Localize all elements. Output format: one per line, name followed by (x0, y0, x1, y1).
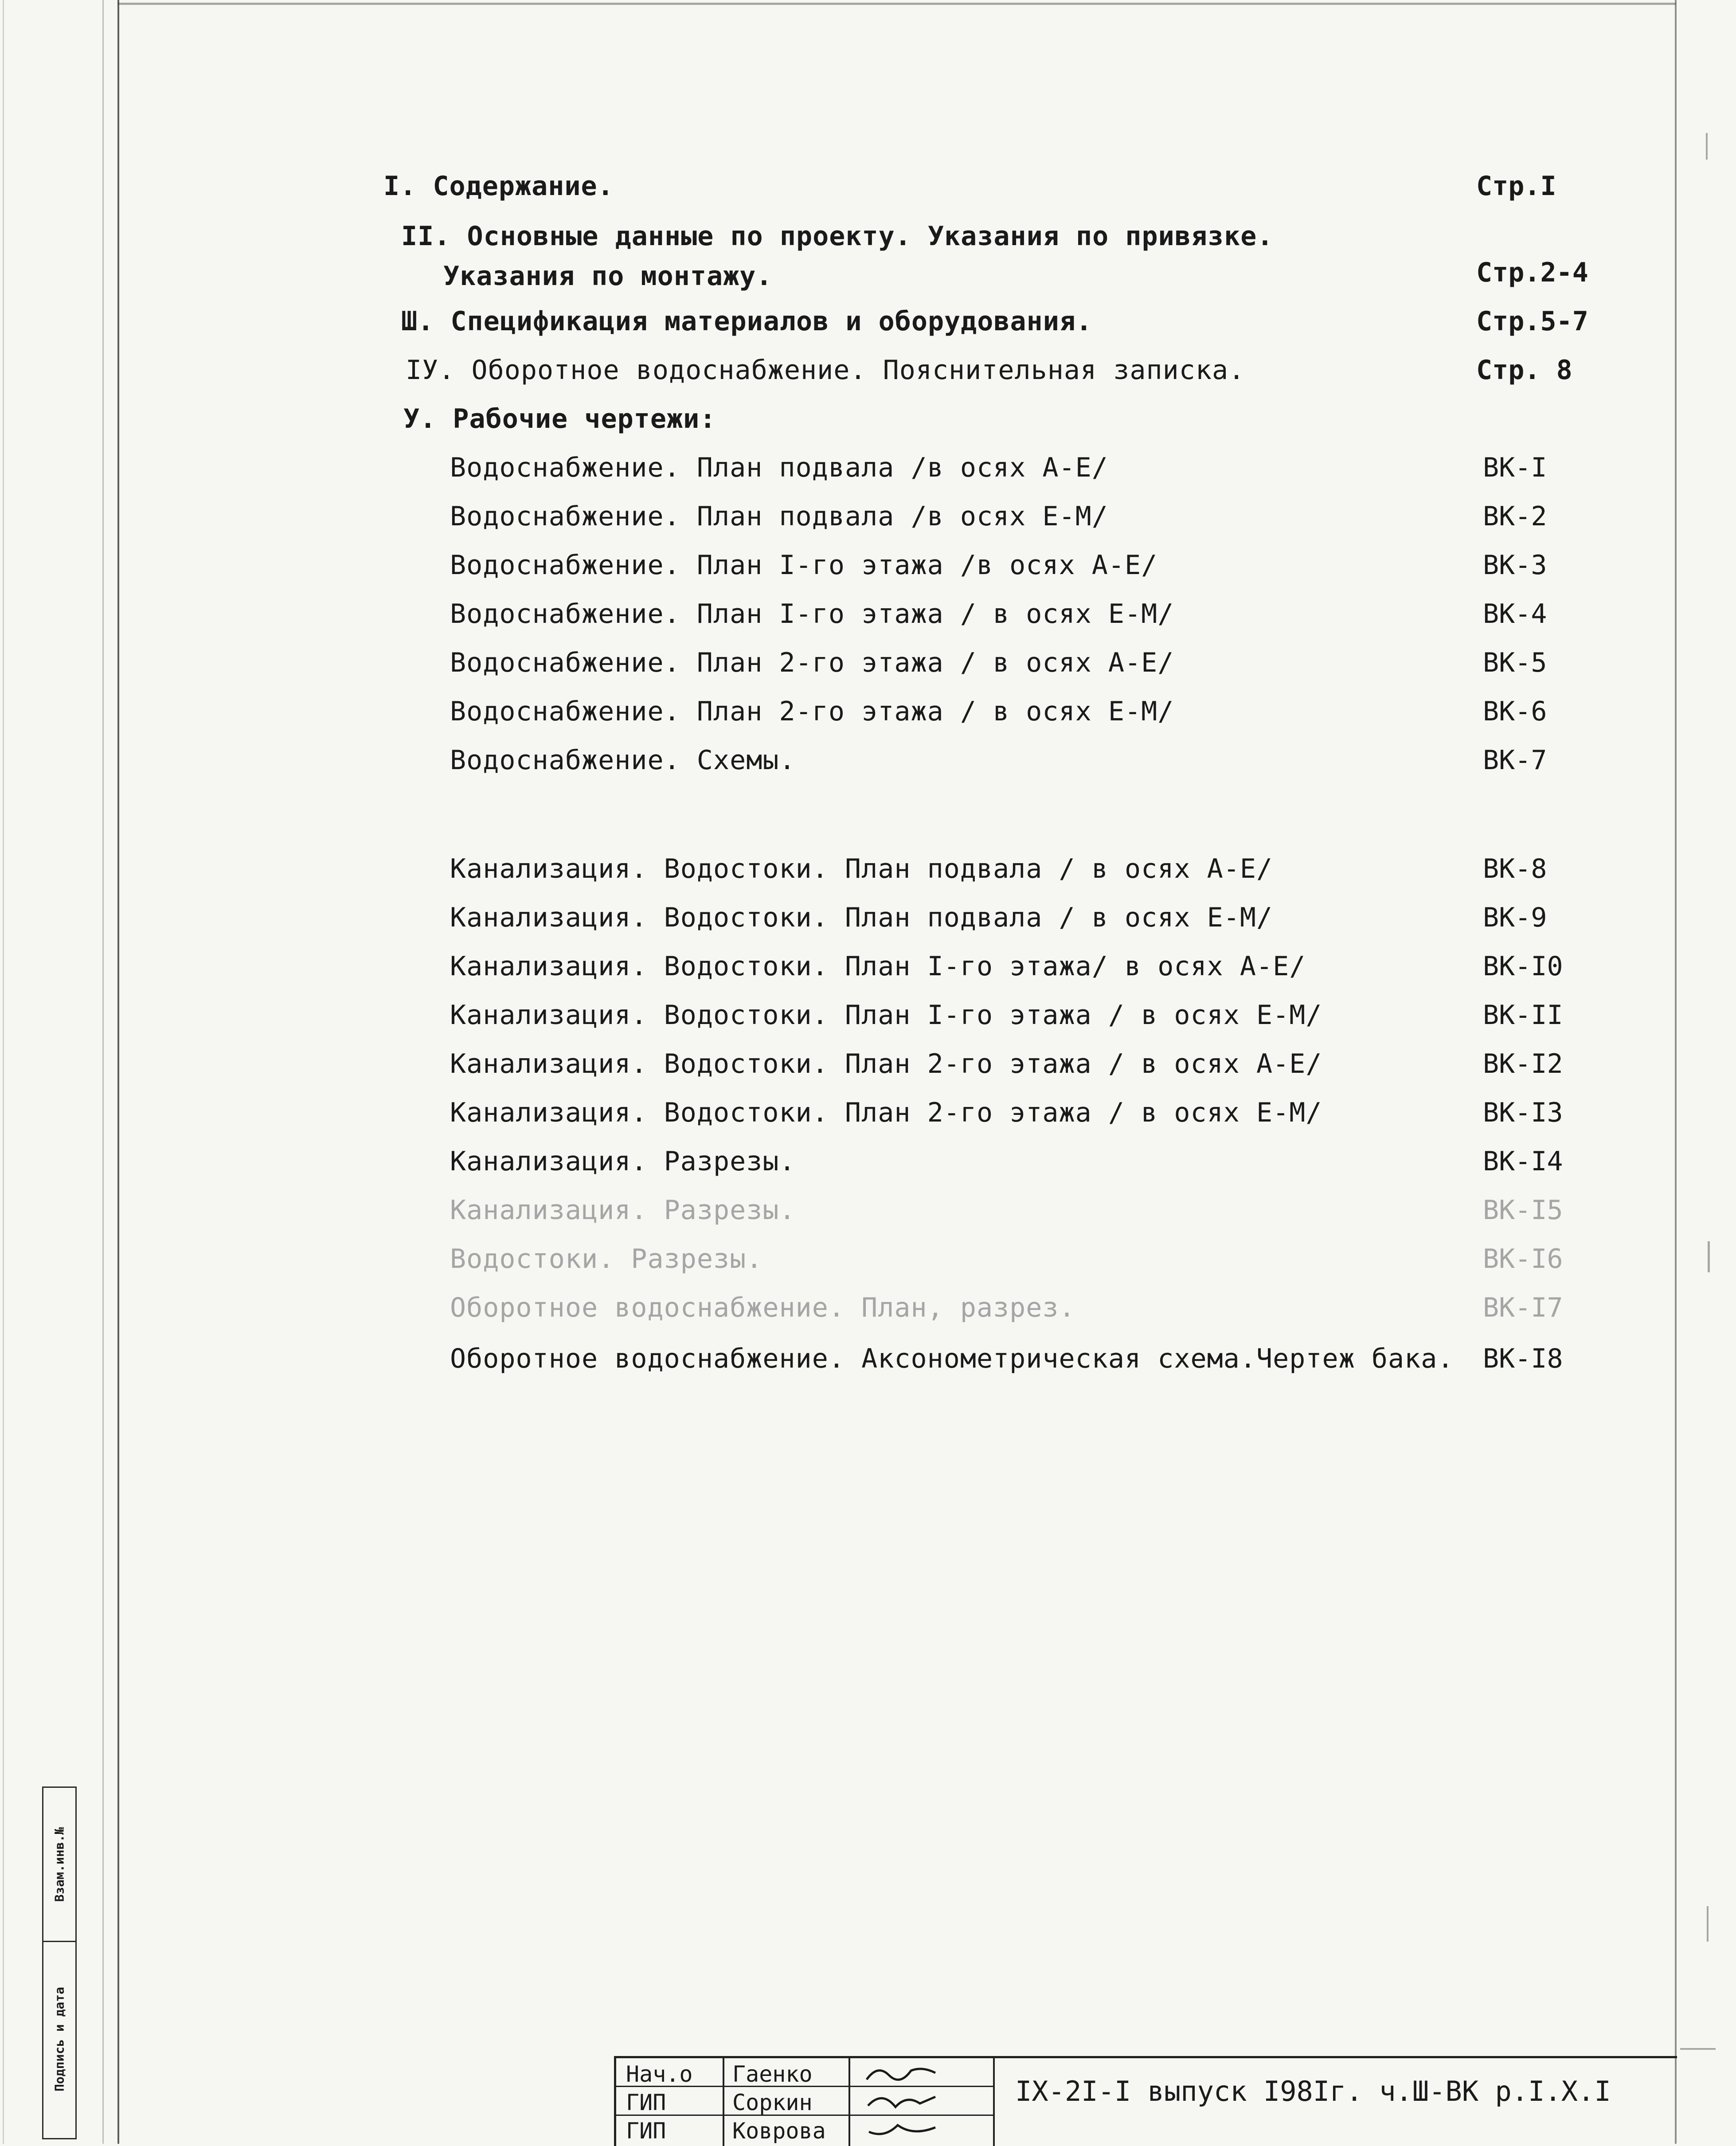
toc-sheet-code: ВК-I (1483, 452, 1547, 483)
toc-sheet-code: ВК-I8 (1483, 1343, 1563, 1374)
toc-item: Водоснабжение. Схемы. (450, 745, 796, 776)
scan-noise (1680, 2048, 1716, 2050)
toc-item-faded: Оборотное водоснабжение. План, разрез. (450, 1292, 1075, 1323)
stamp-cell-signature (43, 1942, 75, 2136)
toc-item: Водоснабжение. План 2-го этажа / в осях А-Е/ (450, 647, 1174, 678)
stamp-label-signature-date: Подпись и дата (52, 1986, 67, 2092)
frame-line-outer-left (102, 0, 104, 2144)
signature-mark (864, 2062, 940, 2084)
tb-name: Соркин (732, 2090, 813, 2115)
scan-edge-line (3, 0, 4, 2144)
signature-mark (864, 2119, 940, 2141)
toc-item: Канализация. Водостоки. План I-го этажа / в осях Е-М/ (450, 1000, 1322, 1031)
tb-role: ГИП (626, 2090, 666, 2115)
left-side-stamp (42, 1786, 77, 2139)
toc-item-faded: Водостоки. Разрезы. (450, 1243, 763, 1274)
toc-title: I. Содержание. (383, 171, 614, 202)
tb-role: Нач.о (626, 2061, 693, 2087)
toc-sheet-code: ВК-I3 (1483, 1097, 1563, 1128)
toc-item: Водоснабжение. План I-го этажа /в осях А-Е/ (450, 550, 1158, 581)
toc-page-ref: Стр.2-4 (1476, 257, 1588, 288)
toc-page-ref: Стр. 8 (1476, 355, 1572, 386)
toc-item: Водоснабжение. План подвала /в осях А-Е/ (450, 452, 1108, 483)
stamp-cell-replacement (43, 1788, 75, 1942)
toc-item: II. Основные данные по проекту. Указания по привязке. (401, 221, 1274, 252)
signature-mark (864, 2090, 940, 2112)
toc-sheet-code: ВК-5 (1483, 647, 1547, 678)
toc-sheet-code: ВК-4 (1483, 598, 1547, 629)
toc-item-faded: Канализация. Разрезы. (450, 1195, 796, 1226)
scan-noise (1708, 1241, 1710, 1272)
toc-item: Канализация. Водостоки. План 2-го этажа / в осях Е-М/ (450, 1097, 1322, 1128)
toc-item: Канализация. Водостоки. План I-го этажа/ в осях А-Е/ (450, 951, 1306, 982)
toc-item: Водоснабжение. План 2-го этажа / в осях Е-М/ (450, 696, 1174, 727)
toc-page-ref: Стр.5-7 (1476, 306, 1588, 337)
toc-sheet-code: ВК-9 (1483, 902, 1547, 933)
toc-sheet-code-faded: ВК-I7 (1483, 1292, 1563, 1323)
toc-item: Канализация. Водостоки. План подвала / в осях А-Е/ (450, 853, 1273, 884)
tb-name: Коврова (732, 2118, 826, 2144)
frame-line-left (117, 0, 119, 2144)
toc-sheet-code: ВК-8 (1483, 853, 1547, 884)
toc-item: Оборотное водоснабжение. Аксонометрическая схема.Чертеж бака. (450, 1343, 1454, 1374)
toc-sheet-code: ВК-I0 (1483, 951, 1563, 982)
toc-sheet-code: ВК-3 (1483, 550, 1547, 581)
toc-sheet-code: ВК-I2 (1483, 1048, 1563, 1079)
toc-item: Водоснабжение. План I-го этажа / в осях Е-М/ (450, 598, 1174, 629)
toc-item: Водоснабжение. План подвала /в осях Е-М/ (450, 501, 1108, 532)
toc-sheet-code: ВК-2 (1483, 501, 1547, 532)
frame-line-top (117, 3, 1676, 5)
toc-sheet-code-faded: ВК-I5 (1483, 1195, 1563, 1226)
toc-item: Канализация. Разрезы. (450, 1146, 796, 1177)
scan-noise (1706, 133, 1708, 160)
toc-item: У. Рабочие чертежи: (403, 403, 716, 434)
title-block (614, 2056, 1677, 2146)
toc-item: Ш. Спецификация материалов и оборудования. (401, 306, 1093, 337)
scan-noise (1707, 1906, 1709, 1942)
toc-sheet-code: ВК-7 (1483, 745, 1547, 776)
toc-sheet-code: ВК-I4 (1483, 1146, 1563, 1177)
tb-name: Гаенко (732, 2061, 813, 2087)
toc-sheet-code: ВК-II (1483, 1000, 1563, 1031)
toc-item: Канализация. Водостоки. План 2-го этажа / в осях А-Е/ (450, 1048, 1322, 1079)
toc-item: Указания по монтажу. (443, 261, 773, 292)
document-designation: IX-2I-I выпуск I98Iг. ч.Ш-ВК р.I.X.I (1015, 2075, 1611, 2107)
toc-item: Канализация. Водостоки. План подвала / в осях Е-М/ (450, 902, 1273, 933)
toc-item: IУ. Оборотное водоснабжение. Пояснительная записка. (406, 355, 1245, 386)
toc-sheet-code: ВК-6 (1483, 696, 1547, 727)
stamp-label-replacement-inv: Взам.инв.№ (52, 1827, 67, 1902)
toc-page-ref: Стр.I (1476, 171, 1556, 202)
toc-sheet-code-faded: ВК-I6 (1483, 1243, 1563, 1274)
frame-line-right (1675, 0, 1677, 2144)
tb-role: ГИП (626, 2118, 666, 2144)
